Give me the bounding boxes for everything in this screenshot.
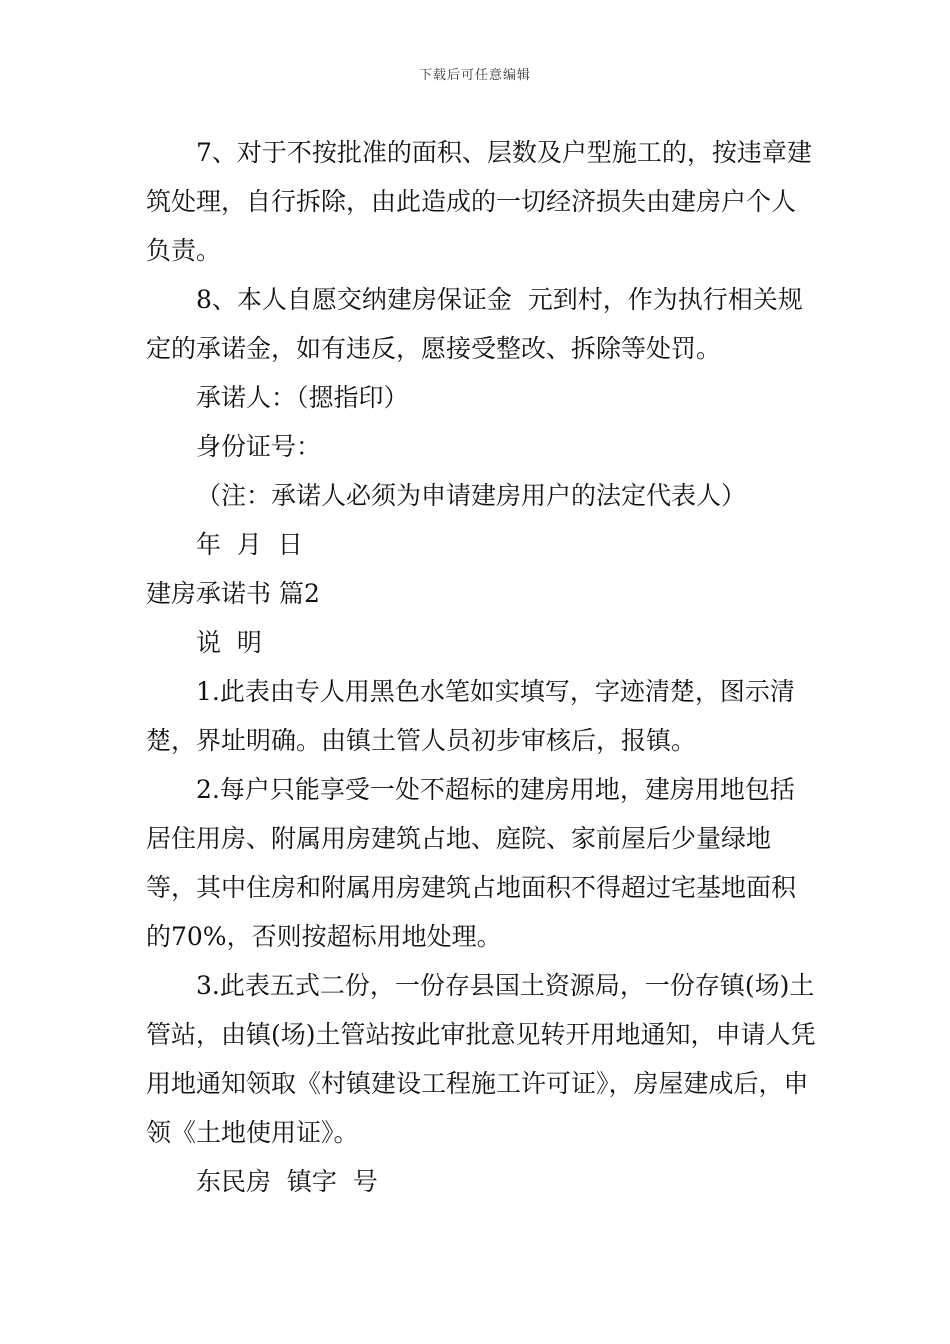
explanation-heading: 说 明 (196, 628, 262, 657)
promisor-line: 承诺人：（摁指印） (196, 383, 409, 412)
section-heading: 建房承诺书 篇2 (146, 579, 320, 608)
document-body (146, 128, 818, 1206)
id-number-line: 身份证号： (196, 432, 322, 461)
date-line: 年 月 日 (196, 530, 303, 559)
explanation-item-2: 2.每户只能享受一处不超标的建房用地，建房用地包括居住用房、附属用房建筑占地、庭院、家前屋后少量绿地等，其中住房和附属用房建筑占地面积不得超过宅基地面积的70%，否则按超标用地处理。 (146, 775, 797, 951)
clause-7-paragraph: 7、对于不按批准的面积、层数及户型施工的，按违章建筑处理，自行拆除，由此造成的一切经济损失由建房户个人负责。 (146, 138, 812, 265)
page-header: 下载后可任意编辑 (418, 68, 531, 83)
clause-8-paragraph: 8、本人自愿交纳建房保证金 元到村，作为执行相关规定的承诺金，如有违反，愿接受整改、拆除等处罚。 (146, 285, 803, 363)
note-line: （注：承诺人必须为申请建房用户的法定代表人） (196, 481, 747, 510)
explanation-item-1: 1.此表由专人用黑色水笔如实填写，字迹清楚，图示清楚，界址明确。由镇土管人员初步审核后，报镇。 (146, 677, 795, 755)
explanation-item-3: 3.此表五式二份，一份存县国土资源局，一份存镇(场)土管站，由镇(场)土管站按此审批意见转开用地通知，申请人凭用地通知领取《村镇建设工程施工许可证》，房屋建成后，申领《土地使用证》。 (146, 971, 816, 1147)
document-number-line: 东民房 镇字 号 (196, 1167, 378, 1196)
